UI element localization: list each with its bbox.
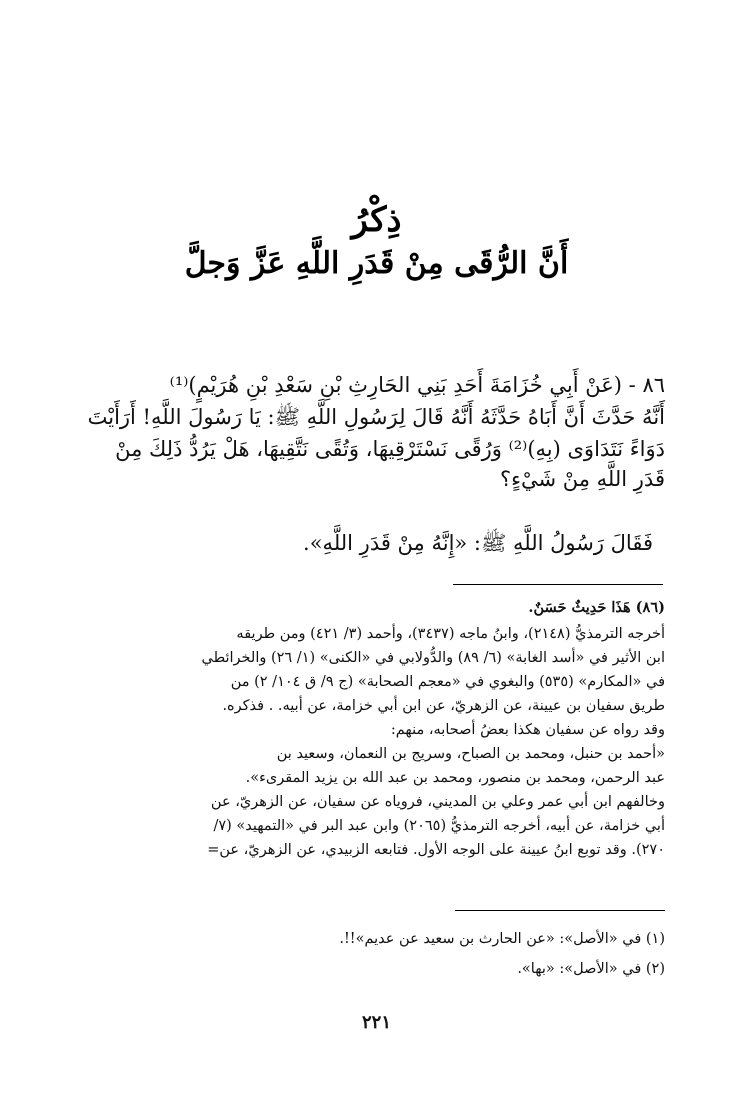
takhrij-heading: (٨٦) هَذَا حَدِيثٌ حَسَنٌ. — [528, 599, 665, 616]
chapter-title: ذِكْرُ — [351, 200, 402, 240]
takhrij-line: وخالفهم ابن أبي عمر وعلي بن المديني، فروياه عن سفيان، عن الزهريّ، عن — [210, 794, 665, 810]
takhrij-line: ٢٧٠). وقد توبع ابنُ عيينة على الوجه الأول. فتابعه الزبيدي، عن الزهريّ، عن= — [207, 842, 665, 858]
footnote-divider — [453, 584, 663, 585]
hadith-line: فَقَالَ رَسُولُ اللَّهِ ﷺ: «إِنَّهُ مِنْ قَدَرِ اللَّهِ». — [303, 531, 653, 555]
hadith-line: دَوَاءً نَتَدَاوَى (بِهِ)⁽²⁾ وَرُقًى نَسْتَرْقِيهَا، وَتُقًى نَتَّقِيهَا، هَلْ يَرُدُّ ذَلِكَ مِنْ — [115, 437, 665, 461]
page-number: ٢٢١ — [361, 1012, 391, 1033]
takhrij-line: في «المكارم» (٥٣٥) والبغوي في «معجم الصحابة» (ج ٩/ ق ١٠٤/ ٢) من — [230, 674, 665, 690]
footnote: (٢) في «الأصل»: «بها». — [517, 961, 665, 977]
takhrij-line: أخرجه الترمذيُّ (٢١٤٨)، وابنُ ماجه (٣٤٣٧)، وأحمد (٣/ ٤٢١) ومن طريقه — [236, 626, 665, 642]
takhrij-line: طريق سفيان بن عيينة، عن الزهريّ، عن ابن أبي خزامة، عن أبيه. . فذكره. — [222, 698, 665, 714]
hadith-line: قَدَرِ اللَّهِ مِنْ شَيْءٍ؟ — [499, 467, 665, 491]
takhrij-line: أبي خزامة، عن أبيه، أخرجه الترمذيُّ (٢٠٦٥) وابن عبد البر في «التمهيد» (٧/ — [213, 818, 665, 834]
hadith-line: أَنَّهُ حَدَّثَ أَنَّ أَبَاهُ حَدَّثَهُ أَنَّهُ قَالَ لِرَسُولِ اللَّهِ ﷺ: يَا رَسُولَ اللَّهِ! أَرَأَيْتَ — [87, 405, 665, 429]
chapter-subtitle: أَنَّ الرُّقَى مِنْ قَدَرِ اللَّهِ عَزَّ وَجلَّ — [184, 246, 569, 281]
takhrij-line: وقد رواه عن سفيان هكذا بعضُ أصحابه، منهم: — [390, 722, 665, 738]
takhrij-line: عبد الرحمن، ومحمد بن منصور، ومحمد بن عبد الله بن يزيد المقرىء». — [245, 770, 665, 786]
takhrij-line: ابن الأثير في «أسد الغابة» (٦/ ٨٩) والدُّولابي في «الكنى» (١/ ٢٦) والخرائطي — [201, 650, 665, 666]
takhrij-line: «أحمد بن حنبل، ومحمد بن الصباح، وسريج بن النعمان، وسعيد بن — [276, 746, 665, 762]
notes-divider — [455, 910, 665, 911]
hadith-line: ٨٦ - (عَنْ أَبِي خُزَامَةَ أَحَدِ بَنِي الحَارِثِ بْنِ سَعْدِ بْنِ هُرَيْمٍ)⁽¹⁾ — [169, 373, 665, 397]
footnote: (١) في «الأصل»: «عن الحارث بن سعيد عن عديم»!!. — [339, 931, 665, 947]
